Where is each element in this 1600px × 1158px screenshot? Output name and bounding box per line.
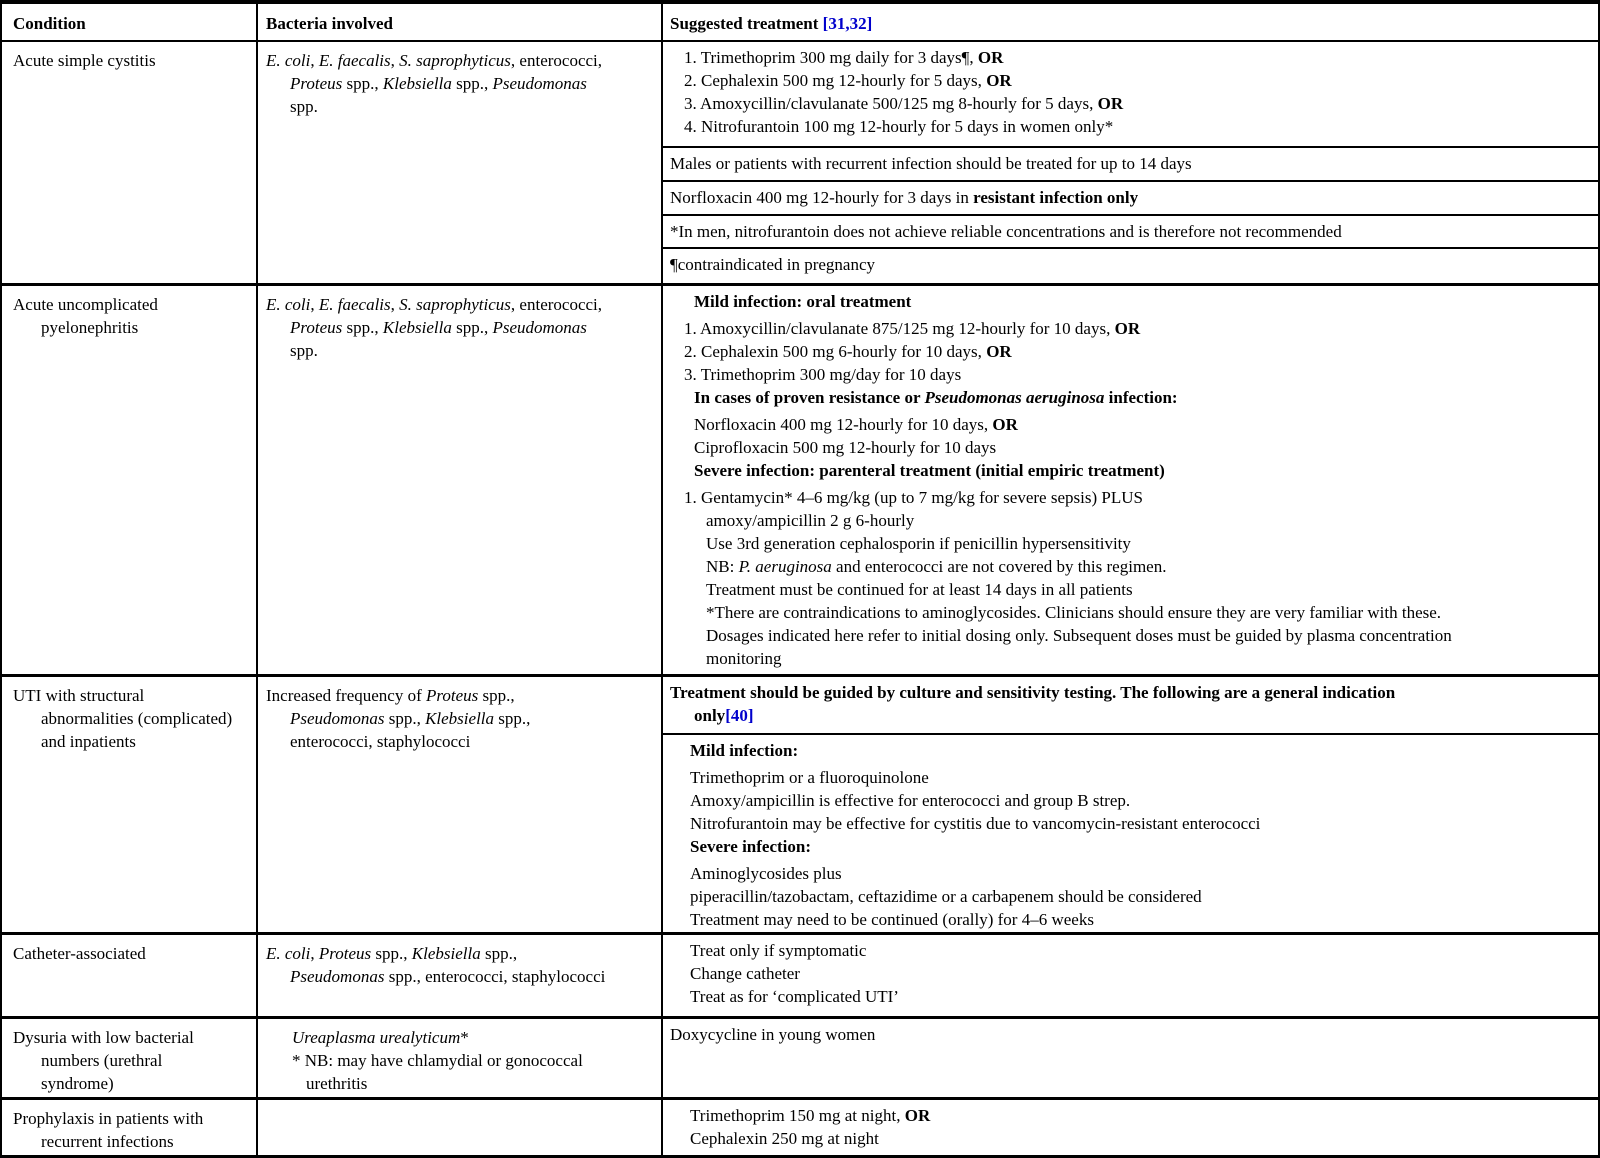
text-segment: P. aeruginosa [738,557,832,576]
treatment-cell [663,1100,1598,1157]
row-acute-uncomplicated-pyelonephritis [2,283,1598,674]
text-line: piperacillin/tazobactam, ceftazidime or a carbapenem should be considered [690,887,1202,906]
text-line [694,459,1590,482]
text-line: abnormalities (complicated) [41,709,233,728]
treatment-subrow [663,180,1598,214]
text-line: Males or patients with recurrent infection should be treated for up to 14 days [670,154,1192,173]
bacteria-cell [258,935,663,1016]
treatment-subrow [663,733,1598,935]
text-line [694,704,1590,727]
row-uti-structural-abnormalities [2,674,1598,932]
text-line: *In men, nitrofurantoin does not achieve reliable concentrations and is therefore not recommended [670,222,1342,241]
column-header-condition [2,4,258,40]
treatment-subrow [663,1019,1598,1097]
text-line [266,12,655,35]
text-line: E. coli, Proteus spp., Klebsiella spp., [266,944,518,963]
text-line [670,681,1590,704]
text-line: 4. Nitrofurantoin 100 mg 12-hourly for 5 days in women only* [684,117,1114,136]
treatment-subrow [663,677,1598,733]
text-line: spp. [290,341,318,360]
text-line: urethritis [306,1074,368,1093]
text-line [690,739,1590,762]
citation-link[interactable]: [31,32] [822,14,873,33]
text-segment: OR [986,71,1012,90]
text-segment: E. faecalis [318,295,391,314]
bacteria-cell [258,1019,663,1097]
text-line: Aminoglycosides plus [690,864,842,883]
condition-cell [2,1019,258,1097]
text-segment: Treatment should be guided by culture and sensitivity testing. The following are a general indication [670,683,1396,702]
text-segment: Proteus [318,944,372,963]
treatment-subrow [663,247,1598,283]
column-header-treatment [663,4,1598,40]
text-line [694,290,1590,313]
text-segment: E. coli [266,295,311,314]
citation-link[interactable]: [40] [725,706,754,725]
text-line: NB: P. aeruginosa and enterococci are not covered by this regimen. [706,557,1167,576]
text-line: pyelonephritis [41,318,139,337]
text-line: 2. Cephalexin 500 mg 6-hourly for 10 days, OR [684,342,1012,361]
text-line: Dosages indicated here refer to initial dosing only. Subsequent doses must be guided by plasma concentration [706,626,1452,645]
text-segment: Severe infection: [690,837,812,856]
text-line: Catheter-associated [13,944,146,963]
text-line: * NB: may have chlamydial or gonococcal [292,1051,583,1070]
row-prophylaxis-recurrent-infections [2,1097,1598,1157]
text-segment: S. saprophyticus [399,295,511,314]
text-segment: Proteus [290,74,343,93]
treatment-subrow [663,935,1598,1016]
text-line [13,12,250,35]
text-segment: Pseudomonas [290,709,385,728]
text-line: 3. Trimethoprim 300 mg/day for 10 days [684,365,962,384]
text-line: Trimethoprim or a fluoroquinolone [690,768,929,787]
text-line [690,835,1590,858]
text-segment: Klebsiella [411,944,481,963]
text-line: Acute simple cystitis [13,51,156,70]
text-line: *There are contraindications to aminoglycosides. Clinicians should ensure they are very familiar with these. [706,603,1442,622]
text-line: amoxy/ampicillin 2 g 6-hourly [706,511,915,530]
text-line: 1. Amoxycillin/clavulanate 875/125 mg 12-hourly for 10 days, OR [684,319,1141,338]
text-line: Use 3rd generation cephalosporin if penicillin hypersensitivity [706,534,1131,553]
text-segment: OR [977,48,1004,67]
text-segment: resistant infection only [973,188,1139,207]
bacteria-cell [258,286,663,674]
text-segment: Proteus [426,686,479,705]
condition-cell [2,677,258,932]
text-segment: Pseudomonas [492,318,587,337]
text-line: ¶contraindicated in pregnancy [670,255,876,274]
text-segment: In cases of proven resistance or [694,388,925,407]
text-line: numbers (urethral [41,1051,163,1070]
text-line: and inpatients [41,732,136,751]
text-line: Amoxy/ampicillin is effective for enterococci and group B strep. [690,791,1131,810]
text-line: Pseudomonas spp., Klebsiella spp., [290,709,531,728]
text-line: Doxycycline in young women [670,1025,876,1044]
text-line: recurrent infections [41,1132,174,1151]
text-line: spp. [290,97,318,116]
text-segment: Mild infection: [690,741,799,760]
bacteria-cell [258,42,663,283]
text-line: Change catheter [690,964,800,983]
text-line: Prophylaxis in patients with [13,1109,204,1128]
row-dysuria-urethral-syndrome [2,1016,1598,1097]
treatment-subrow [663,286,1598,674]
text-segment: E. faecalis [318,51,391,70]
text-segment: Klebsiella [382,318,452,337]
text-line: Trimethoprim 150 mg at night, OR [690,1106,931,1125]
text-line: Ureaplasma urealyticum* [292,1028,469,1047]
text-segment: Klebsiella [382,74,452,93]
text-line [694,386,1590,409]
text-segment: OR [1114,319,1141,338]
text-segment: OR [1097,94,1124,113]
text-line: 3. Amoxycillin/clavulanate 500/125 mg 8-hourly for 5 days, OR [684,94,1124,113]
text-segment: Proteus [290,318,343,337]
text-segment: E. coli [266,944,311,963]
treatment-cell [663,286,1598,674]
text-line: 1. Trimethoprim 300 mg daily for 3 days¶, OR [684,48,1004,67]
text-segment: OR [986,342,1012,361]
condition-cell [2,1100,258,1157]
treatment-subrow [663,1100,1598,1157]
text-line: Acute uncomplicated [13,295,158,314]
text-line: 2. Cephalexin 500 mg 12-hourly for 5 days, OR [684,71,1012,90]
text-line: E. coli, E. faecalis, S. saprophyticus, enterococci, [266,295,603,314]
text-line: Proteus spp., Klebsiella spp., Pseudomonas [290,74,587,93]
treatment-subrow [663,146,1598,180]
bacteria-cell [258,677,663,932]
text-line [670,12,1592,35]
text-line: UTI with structural [13,686,145,705]
text-line: Treat as for ‘complicated UTI’ [690,987,899,1006]
text-segment: Suggested treatment [670,14,823,33]
text-line: syndrome) [41,1074,114,1093]
text-segment: Pseudomonas [290,967,385,986]
text-segment: OR [992,415,1018,434]
text-line: Treatment may need to be continued (orally) for 4–6 weeks [690,910,1094,929]
text-segment: Condition [13,14,86,33]
condition-cell [2,42,258,283]
text-line: enterococci, staphylococci [290,732,471,751]
condition-cell [2,286,258,674]
text-line: Proteus spp., Klebsiella spp., Pseudomonas [290,318,587,337]
text-segment: only [694,706,726,725]
text-segment: Pseudomonas [492,74,587,93]
text-segment: infection: [1104,388,1178,407]
treatment-cell [663,42,1598,283]
text-line: Ciprofloxacin 500 mg 12-hourly for 10 days [694,438,997,457]
row-acute-simple-cystitis [2,40,1598,283]
treatment-cell [663,1019,1598,1097]
bacteria-cell [258,1100,663,1157]
text-segment: E. coli [266,51,311,70]
text-segment: S. saprophyticus [399,51,511,70]
text-segment: Mild infection: oral treatment [694,292,912,311]
treatment-cell [663,935,1598,1016]
text-segment: Bacteria involved [266,14,394,33]
text-segment: OR [904,1106,931,1125]
text-segment: Pseudomonas aeruginosa [924,388,1105,407]
treatment-subrow [663,42,1598,146]
condition-cell [2,935,258,1016]
row-catheter-associated [2,932,1598,1016]
text-line: E. coli, E. faecalis, S. saprophyticus, enterococci, [266,51,603,70]
text-line: Increased frequency of Proteus spp., [266,686,515,705]
text-line: Cephalexin 250 mg at night [690,1129,879,1148]
header-row [2,4,1598,40]
text-segment: Severe infection: parenteral treatment (initial empiric treatment) [694,461,1165,480]
text-line: Treatment must be continued for at least 14 days in all patients [706,580,1133,599]
column-header-bacteria [258,4,663,40]
text-line: Norfloxacin 400 mg 12-hourly for 10 days, OR [694,415,1018,434]
text-line: Dysuria with low bacterial [13,1028,194,1047]
text-line: Pseudomonas spp., enterococci, staphylococci [290,967,606,986]
treatment-cell [663,677,1598,932]
text-line: Norfloxacin 400 mg 12-hourly for 3 days in resistant infection only [670,188,1139,207]
text-line: monitoring [706,649,782,668]
treatment-subrow [663,214,1598,247]
text-segment: Ureaplasma urealyticum [292,1028,461,1047]
text-line: 1. Gentamycin* 4–6 mg/kg (up to 7 mg/kg for severe sepsis) PLUS [684,488,1143,507]
text-line: Nitrofurantoin may be effective for cystitis due to vancomycin-resistant enterococci [690,814,1261,833]
text-line: Treat only if symptomatic [690,941,867,960]
text-segment: Klebsiella [425,709,495,728]
